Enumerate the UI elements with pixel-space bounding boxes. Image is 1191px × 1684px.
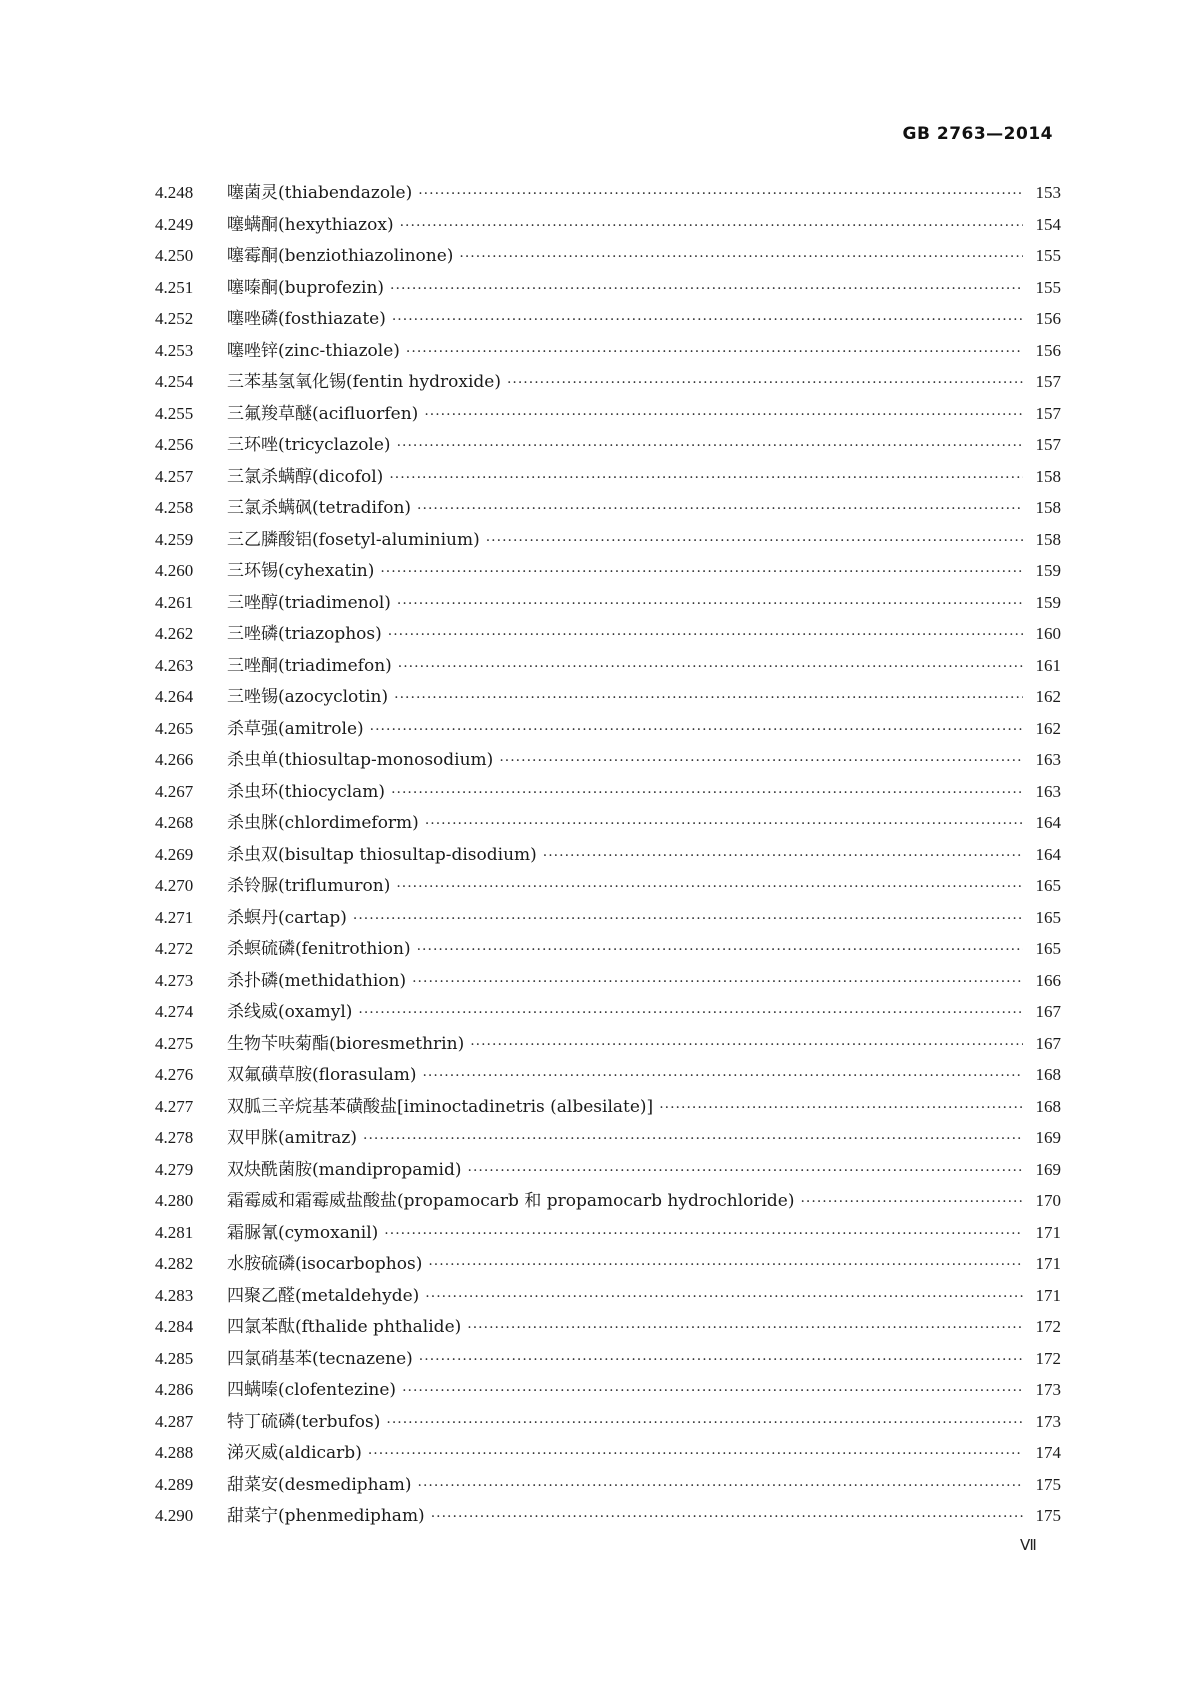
dot-leader (543, 848, 1023, 864)
dot-leader (428, 1257, 1023, 1273)
toc-entry-page: 168 (1035, 1065, 1061, 1084)
table-of-contents (155, 178, 1061, 1533)
toc-entry-number: 4.288 (155, 1443, 194, 1462)
dot-leader (425, 816, 1023, 832)
toc-entry-number: 4.284 (155, 1317, 194, 1336)
toc-entry-title: 三唑锡(azocyclotin) (227, 687, 389, 707)
page-number: Ⅶ (1020, 1538, 1037, 1554)
dot-leader (397, 596, 1023, 612)
toc-entry-page: 171 (1035, 1254, 1061, 1273)
dot-leader (431, 1509, 1023, 1525)
toc-entry-number: 4.282 (155, 1254, 194, 1273)
toc-entry-number: 4.286 (155, 1380, 194, 1399)
toc-entry (155, 619, 1061, 651)
toc-entry-number: 4.275 (155, 1033, 194, 1053)
document-id-header: GB 2763—2014 (902, 124, 1053, 144)
toc-entry-title: 三环唑(tricyclazole) (227, 435, 391, 455)
dot-leader (353, 911, 1023, 927)
toc-entry-page: 165 (1035, 876, 1061, 895)
toc-entry-number: 4.270 (155, 876, 194, 895)
toc-entry-title: 噻菌灵(thiabendazole) (227, 183, 413, 203)
toc-entry-title: 三唑醇(triadimenol) (227, 592, 391, 613)
toc-entry-page: 164 (1035, 844, 1061, 864)
toc-entry (155, 1344, 1061, 1376)
toc-entry-title: 杀扑磷(methidathion) (227, 970, 407, 991)
toc-entry-title: 双炔酰菌胺(mandipropamid) (227, 1159, 462, 1180)
toc-entry-title: 生物苄呋菊酯(bioresmethrin) (227, 1033, 465, 1054)
toc-entry-page: 164 (1035, 813, 1061, 832)
toc-entry-title: 噻嗪酮(buprofezin) (227, 277, 385, 298)
toc-entry (155, 588, 1061, 620)
toc-entry-number: 4.285 (155, 1348, 194, 1368)
toc-entry (155, 871, 1061, 903)
toc-entry-page: 157 (1035, 372, 1061, 391)
dot-leader (363, 1131, 1023, 1147)
toc-entry (155, 273, 1061, 305)
toc-entry-number: 4.251 (155, 277, 194, 297)
dot-leader (424, 407, 1023, 423)
toc-entry (155, 1029, 1061, 1061)
toc-entry (155, 997, 1061, 1029)
toc-entry-number: 4.267 (155, 781, 194, 801)
toc-entry (155, 1501, 1061, 1533)
toc-entry (155, 966, 1061, 998)
toc-entry-title: 霜霉威和霜霉威盐酸盐(propamocarb 和 propamocarb hydrochloride) (227, 1191, 795, 1211)
toc-entry-number: 4.281 (155, 1222, 194, 1242)
toc-entry-title: 四螨嗪(clofentezine) (227, 1380, 397, 1400)
toc-entry-page: 159 (1035, 561, 1061, 580)
toc-entry (155, 336, 1061, 368)
toc-entry (155, 241, 1061, 273)
dot-leader (419, 1352, 1023, 1368)
toc-entry (155, 777, 1061, 809)
toc-entry-number: 4.264 (155, 687, 194, 706)
toc-entry-page: 170 (1035, 1191, 1061, 1210)
toc-entry-title: 噻霉酮(benziothiazolinone) (227, 246, 454, 266)
toc-entry-page: 158 (1035, 529, 1061, 549)
toc-entry-page: 154 (1035, 214, 1061, 234)
toc-entry (155, 304, 1061, 336)
toc-entry-page: 175 (1035, 1506, 1061, 1525)
dot-leader (418, 186, 1023, 202)
dot-leader (396, 879, 1023, 895)
dot-leader (659, 1100, 1023, 1116)
toc-entry-title: 三氟羧草醚(acifluorfen) (227, 403, 419, 424)
toc-entry-number: 4.271 (155, 907, 194, 927)
toc-entry (155, 1407, 1061, 1439)
toc-entry-page: 168 (1035, 1096, 1061, 1116)
toc-entry (155, 1281, 1061, 1313)
toc-entry-title: 四聚乙醛(metaldehyde) (227, 1285, 420, 1306)
toc-entry (155, 1438, 1061, 1470)
toc-entry-number: 4.268 (155, 813, 194, 832)
toc-entry-title: 噻螨酮(hexythiazox) (227, 214, 394, 235)
toc-entry (155, 745, 1061, 777)
toc-entry-number: 4.254 (155, 372, 194, 391)
toc-entry-title: 水胺硫磷(isocarbophos) (227, 1254, 423, 1274)
toc-entry (155, 1470, 1061, 1502)
toc-entry-page: 165 (1035, 907, 1061, 927)
toc-entry (155, 808, 1061, 840)
toc-entry-title: 特丁硫磷(terbufos) (227, 1411, 381, 1432)
toc-entry-title: 噻唑锌(zinc-thiazole) (227, 340, 400, 361)
toc-entry-page: 175 (1035, 1474, 1061, 1494)
toc-entry-page: 155 (1035, 246, 1061, 265)
toc-entry-title: 杀虫单(thiosultap-monosodium) (227, 750, 494, 770)
toc-entry-title: 杀虫双(bisultap thiosultap-disodium) (227, 844, 537, 865)
toc-entry (155, 1060, 1061, 1092)
toc-entry-title: 三氯杀螨砜(tetradifon) (227, 498, 412, 518)
dot-leader (422, 1068, 1023, 1084)
dot-leader (470, 1037, 1023, 1053)
toc-entry (155, 682, 1061, 714)
toc-entry-page: 155 (1035, 277, 1061, 297)
toc-entry-page: 156 (1035, 309, 1061, 328)
toc-entry (155, 1155, 1061, 1187)
toc-entry-title: 杀螟丹(cartap) (227, 907, 347, 928)
dot-leader (507, 375, 1023, 391)
toc-entry (155, 903, 1061, 935)
dot-leader (406, 344, 1023, 360)
dot-leader (417, 501, 1023, 517)
toc-entry-title: 四氯硝基苯(tecnazene) (227, 1348, 413, 1369)
toc-entry-number: 4.258 (155, 498, 194, 517)
toc-entry-title: 涕灭威(aldicarb) (227, 1443, 362, 1463)
toc-entry-page: 160 (1035, 624, 1061, 643)
toc-entry (155, 210, 1061, 242)
toc-entry-number: 4.278 (155, 1128, 194, 1147)
toc-entry (155, 1218, 1061, 1250)
toc-entry-page: 172 (1035, 1317, 1061, 1336)
dot-leader (388, 627, 1023, 643)
dot-leader (368, 1446, 1023, 1462)
toc-entry-number: 4.257 (155, 466, 194, 486)
toc-entry-number: 4.260 (155, 561, 194, 580)
toc-entry-page: 158 (1035, 498, 1061, 517)
toc-entry-number: 4.283 (155, 1285, 194, 1305)
toc-entry-page: 156 (1035, 340, 1061, 360)
toc-entry (155, 1123, 1061, 1155)
toc-entry-title: 三唑酮(triadimefon) (227, 655, 392, 676)
toc-entry (155, 367, 1061, 399)
toc-entry-title: 三唑磷(triazophos) (227, 624, 382, 644)
toc-entry-number: 4.256 (155, 435, 194, 454)
toc-entry-page: 167 (1035, 1033, 1061, 1053)
toc-entry-page: 162 (1035, 687, 1061, 706)
toc-entry-title: 三氯杀螨醇(dicofol) (227, 466, 384, 487)
toc-entry-title: 双甲脒(amitraz) (227, 1128, 358, 1148)
toc-entry (155, 462, 1061, 494)
toc-entry-number: 4.255 (155, 403, 194, 423)
toc-entry-number: 4.279 (155, 1159, 194, 1179)
toc-entry-number: 4.287 (155, 1411, 194, 1431)
toc-entry-page: 171 (1035, 1285, 1061, 1305)
toc-entry-page: 153 (1035, 183, 1061, 202)
dot-leader (467, 1320, 1023, 1336)
toc-entry-number: 4.272 (155, 939, 194, 958)
dot-leader (402, 1383, 1023, 1399)
toc-entry-title: 杀草强(amitrole) (227, 718, 364, 739)
dot-leader (468, 1163, 1024, 1179)
toc-entry-title: 杀螟硫磷(fenitrothion) (227, 939, 411, 959)
dot-leader (486, 533, 1023, 549)
toc-entry-page: 167 (1035, 1002, 1061, 1021)
toc-entry-page: 163 (1035, 750, 1061, 769)
toc-entry-page: 157 (1035, 403, 1061, 423)
toc-entry-number: 4.277 (155, 1096, 194, 1116)
toc-entry-number: 4.261 (155, 592, 194, 612)
toc-entry-page: 157 (1035, 435, 1061, 454)
toc-entry-page: 162 (1035, 718, 1061, 738)
toc-entry-title: 杀线威(oxamyl) (227, 1002, 353, 1022)
dot-leader (394, 690, 1023, 706)
dot-leader (417, 942, 1023, 958)
toc-entry (155, 934, 1061, 966)
toc-entry (155, 178, 1061, 210)
toc-entry-title: 杀虫环(thiocyclam) (227, 781, 386, 802)
toc-entry-number: 4.263 (155, 655, 194, 675)
toc-entry (155, 525, 1061, 557)
toc-entry-number: 4.280 (155, 1191, 194, 1210)
dot-leader (412, 974, 1023, 990)
toc-entry-page: 163 (1035, 781, 1061, 801)
toc-entry (155, 1092, 1061, 1124)
toc-entry-number: 4.269 (155, 844, 194, 864)
dot-leader (418, 1478, 1023, 1494)
toc-entry (155, 651, 1061, 683)
toc-entry-number: 4.248 (155, 183, 194, 202)
dot-leader (389, 470, 1023, 486)
dot-leader (425, 1289, 1023, 1305)
toc-entry-title: 杀虫脒(chlordimeform) (227, 813, 419, 833)
toc-entry-title: 霜脲氰(cymoxanil) (227, 1222, 379, 1243)
dot-leader (499, 753, 1023, 769)
toc-entry-number: 4.289 (155, 1474, 194, 1494)
toc-entry-number: 4.259 (155, 529, 194, 549)
toc-entry-title: 噻唑磷(fosthiazate) (227, 309, 386, 329)
toc-entry-number: 4.290 (155, 1506, 194, 1525)
toc-entry-page: 173 (1035, 1380, 1061, 1399)
toc-entry-title: 双氟磺草胺(florasulam) (227, 1065, 417, 1085)
toc-entry-page: 173 (1035, 1411, 1061, 1431)
toc-entry (155, 1249, 1061, 1281)
dot-leader (370, 722, 1023, 738)
toc-entry-title: 甜菜安(desmedipham) (227, 1474, 412, 1495)
toc-entry (155, 1312, 1061, 1344)
toc-entry-title: 三乙膦酸铝(fosetyl-aluminium) (227, 529, 480, 550)
toc-entry-number: 4.274 (155, 1002, 194, 1021)
dot-leader (398, 659, 1023, 675)
toc-entry-number: 4.253 (155, 340, 194, 360)
dot-leader (386, 1415, 1023, 1431)
dot-leader (800, 1194, 1023, 1210)
dot-leader (358, 1005, 1023, 1021)
dot-leader (392, 312, 1023, 328)
toc-entry-page: 169 (1035, 1128, 1061, 1147)
toc-entry-title: 甜菜宁(phenmedipham) (227, 1506, 425, 1526)
dot-leader (384, 1226, 1023, 1242)
toc-entry-number: 4.250 (155, 246, 194, 265)
toc-entry-page: 174 (1035, 1443, 1061, 1462)
toc-entry-page: 158 (1035, 466, 1061, 486)
toc-entry (155, 493, 1061, 525)
toc-entry-title: 四氯苯酞(fthalide phthalide) (227, 1317, 462, 1337)
toc-entry-page: 159 (1035, 592, 1061, 612)
toc-entry-page: 172 (1035, 1348, 1061, 1368)
toc-entry-number: 4.266 (155, 750, 194, 769)
dot-leader (459, 249, 1023, 265)
toc-entry-page: 169 (1035, 1159, 1061, 1179)
toc-entry-number: 4.252 (155, 309, 194, 328)
toc-entry (155, 1375, 1061, 1407)
toc-entry-page: 171 (1035, 1222, 1061, 1242)
toc-entry (155, 430, 1061, 462)
toc-entry-title: 三苯基氢氧化锡(fentin hydroxide) (227, 372, 501, 392)
toc-entry (155, 399, 1061, 431)
toc-entry-number: 4.262 (155, 624, 194, 643)
dot-leader (380, 564, 1023, 580)
toc-entry-page: 165 (1035, 939, 1061, 958)
toc-entry-number: 4.273 (155, 970, 194, 990)
toc-entry-title: 双胍三辛烷基苯磺酸盐[iminoctadinetris (albesilate)] (227, 1096, 654, 1117)
dot-leader (400, 218, 1023, 234)
toc-entry-page: 161 (1035, 655, 1061, 675)
dot-leader (391, 785, 1023, 801)
toc-entry-page: 166 (1035, 970, 1061, 990)
toc-entry (155, 556, 1061, 588)
toc-entry-number: 4.249 (155, 214, 194, 234)
toc-entry-title: 三环锡(cyhexatin) (227, 561, 375, 581)
toc-entry-title: 杀铃脲(triflumuron) (227, 876, 391, 896)
toc-entry-number: 4.276 (155, 1065, 194, 1084)
toc-entry (155, 1186, 1061, 1218)
dot-leader (397, 438, 1023, 454)
toc-entry-number: 4.265 (155, 718, 194, 738)
dot-leader (390, 281, 1023, 297)
toc-entry (155, 840, 1061, 872)
toc-entry (155, 714, 1061, 746)
